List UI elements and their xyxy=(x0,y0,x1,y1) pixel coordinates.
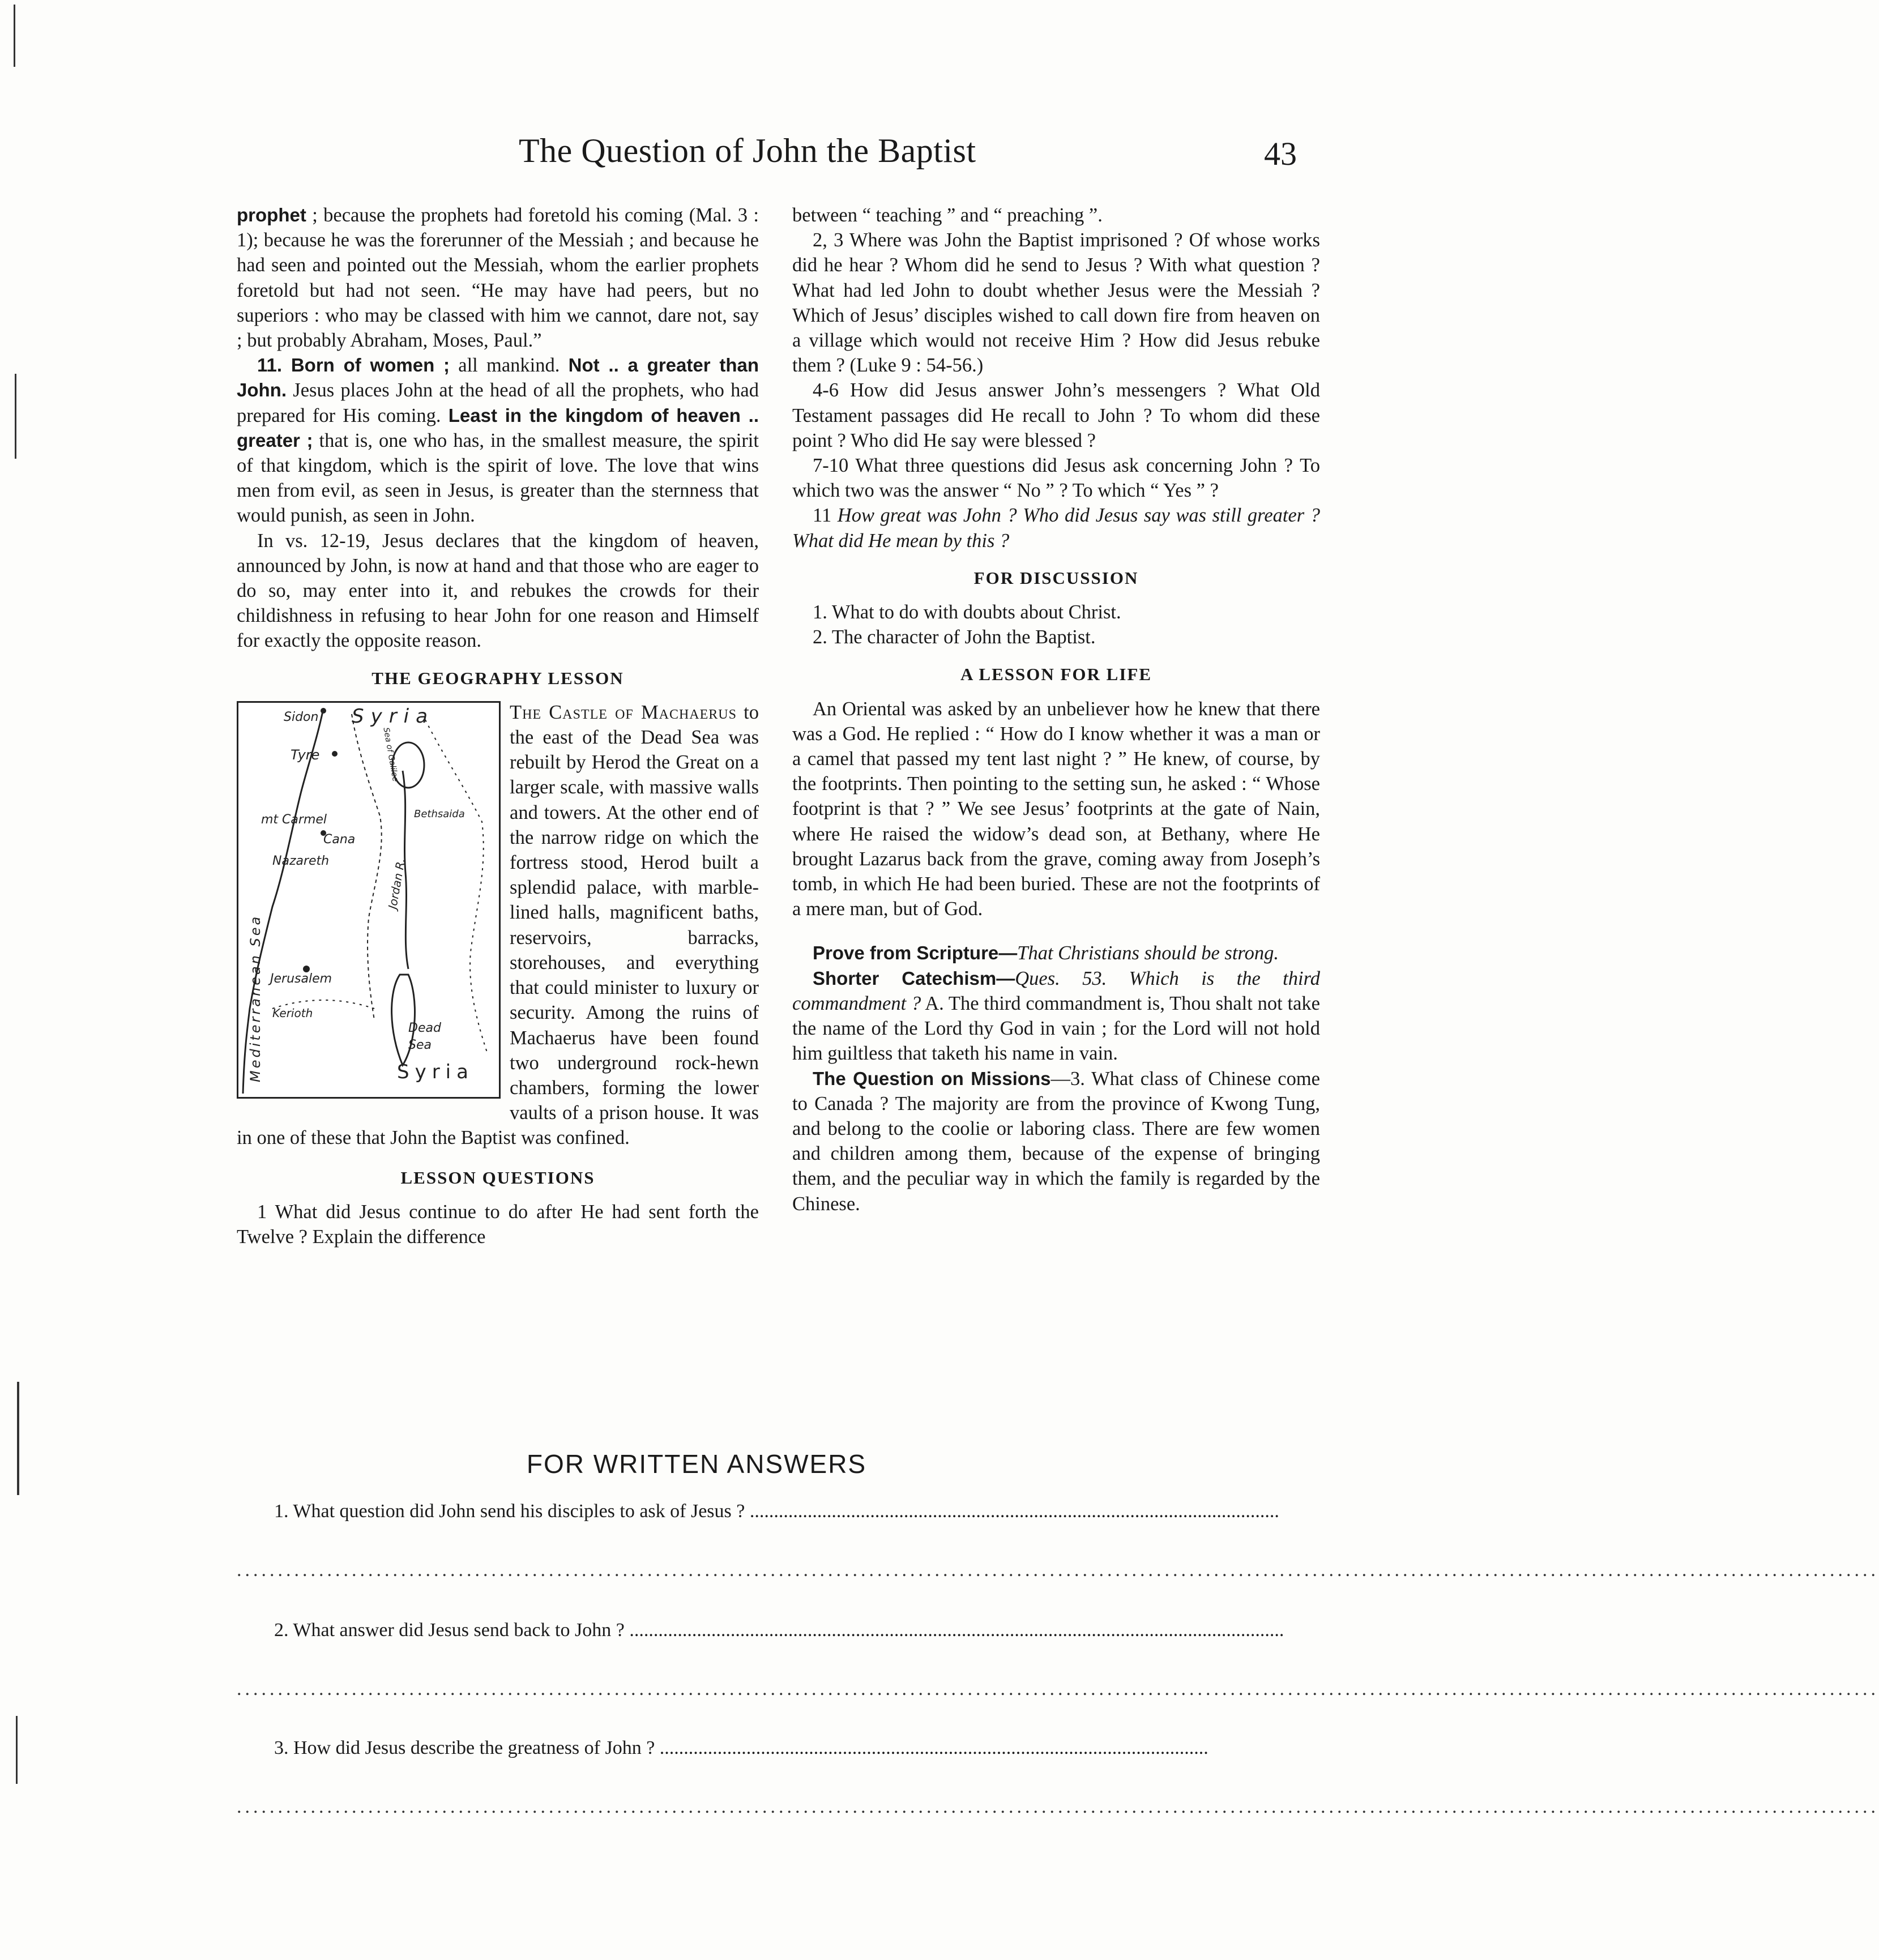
margin-mark xyxy=(14,5,15,67)
left-column xyxy=(237,203,759,1249)
question-paragraph: 7-10 What three questions did Jesus ask concerning John ? To which two was the answer “ No ” ? To which “ Yes ” ? xyxy=(792,455,1320,502)
map-label: Jordan R. xyxy=(385,857,408,910)
map-label: Dead Sea xyxy=(408,1020,441,1052)
paragraph: Shorter Catechism—Ques. 53. Which is the third commandment ? A. The third commandment is, Thou shalt not take the name of the Lord thy God in vain ; for the Lord will not hold him guiltless that taketh his name in vain. xyxy=(792,967,1320,1065)
map-drawing xyxy=(238,703,499,1097)
written-question: 3. How did Jesus describe the greatness of John ? .................................................................................................................. xyxy=(274,1737,1208,1758)
section-heading: FOR DISCUSSION xyxy=(973,567,1139,588)
paragraph: Prove from Scripture—That Christians should be strong. xyxy=(813,942,1279,964)
map-label: Syria xyxy=(397,1060,474,1083)
map-label: Sea of Galilee xyxy=(381,727,400,783)
answer-line[interactable]: ........................................................................................................................................................................................................ xyxy=(237,1679,1879,1699)
palestine-map xyxy=(237,701,501,1099)
page-title: The Question of John the Baptist xyxy=(519,132,976,169)
list-item: 1. What to do with doubts about Christ. xyxy=(813,601,1121,624)
bold-term: Least in the kingdom of heaven .. greater ; xyxy=(237,404,759,451)
answer-line[interactable]: .................................................................................................................. xyxy=(655,1737,1208,1758)
paragraph: The Castle of Machaerus to the east of the Dead Sea was rebuilt by Herod the Great on a larger scale, with massive walls and towers. At the other end of the narrow ridge on which the fortress stood, Herod built a splendid palace, with marble-lined halls, magnificent baths, reservoirs, barracks, storehouses, and everything that could minister to luxury or security. Among the ruins of Machaerus have been found two underground rock-hewn chambers, forming the lower vaults of a prison house. It was in one of these that John the Baptist was confined. xyxy=(237,701,759,1149)
map-label: Tyre xyxy=(291,746,320,763)
paragraph: In vs. 12-19, Jesus declares that the kingdom of heaven, announced by John, is now at hand and that those who are eager to do so, may enter into it, and rebukes the crowds for their childishness in refusing to hear John for one reason and Himself for exactly the opposite reason. xyxy=(237,530,759,652)
section-heading: THE GEOGRAPHY LESSON xyxy=(371,668,624,688)
bold-term: Shorter Catechism— xyxy=(813,967,1015,989)
question-paragraph: 4-6 How did Jesus answer John’s messengers ? What Old Testament passages did He recall to John ? To whom did these point ? Who did He say were blessed ? xyxy=(792,379,1320,451)
map-label: Cana xyxy=(323,832,356,847)
map-label: Kerioth xyxy=(272,1006,313,1020)
paragraph: 11. Born of women ; all mankind. Not .. a greater than John. Jesus places John at the head of all the prophets, who had prepared for His coming. Least in the kingdom of heaven .. greater ; that is, one who has, in the smallest measure, the spirit of that kingdom, which is the spirit of love. The love that wins men from evil, as seen in Jesus, is greater than the sternness that would punish, as seen in John. xyxy=(237,355,759,527)
map-label: mt Carmel xyxy=(261,812,327,827)
town-marker xyxy=(321,708,326,714)
bold-term: The Question on Missions xyxy=(813,1067,1051,1089)
paragraph: An Oriental was asked by an unbeliever how he knew that there was a God. He replied : “ How do I know whether it was a man or a camel that passed my tent last night ? ” He knew, of course, by the footprints. Then pointing to the setting sun, he asked : “ Whose footprint is that ? ” We see Jesus’ footprints at the gate of Nain, where He raised the widow’s dead son, at Bethany, where He brought Lazarus back from the grave, coming away from Joseph’s tomb, in which He had been buried. These are not the footprints of a mere man, but of God. xyxy=(792,698,1320,920)
region-border xyxy=(425,720,488,1054)
small-caps-term: The Castle of Machaerus xyxy=(510,701,737,723)
answer-line[interactable]: .............................................................................................................. xyxy=(745,1501,1279,1522)
town-marker xyxy=(332,751,338,757)
written-question: 1. What question did John send his disciples to ask of Jesus ? .............................................................................................................. xyxy=(274,1501,1279,1522)
question-paragraph: 11 How great was John ? Who did Jesus say was still greater ? What did He mean by this ? xyxy=(792,505,1320,552)
section-heading: LESSON QUESTIONS xyxy=(400,1167,595,1188)
bold-term: Not .. a greater than John. xyxy=(237,355,759,401)
answer-line[interactable]: ........................................................................................................................................................................................................ xyxy=(237,1796,1879,1817)
written-question: 2. What answer did Jesus send back to John ? ........................................................................................................................................ xyxy=(274,1620,1284,1641)
bold-term: 11. Born of women ; xyxy=(257,355,450,376)
map-label: Nazareth xyxy=(272,853,330,868)
list-item: 2. The character of John the Baptist. xyxy=(813,626,1096,648)
answer-line[interactable]: ........................................................................................................................................ xyxy=(624,1620,1284,1641)
margin-mark xyxy=(15,374,16,459)
right-column xyxy=(792,203,1320,1216)
written-answers-heading: FOR WRITTEN ANSWERS xyxy=(526,1449,867,1479)
question-paragraph: 2, 3 Where was John the Baptist imprisoned ? Of whose works did he hear ? Whom did he send to Jesus ? With what question ? What had led John to doubt whether Jesus were the Messiah ? Which of Jesus’ disciples wished to call down fire from heaven on a village which would not receive Him ? How did Jesus rebuke them ? (Luke 9 : 54-56.) xyxy=(792,229,1320,377)
answer-line[interactable]: ........................................................................................................................................................................................................ xyxy=(237,1560,1879,1581)
section-heading: A LESSON FOR LIFE xyxy=(960,664,1152,685)
question-paragraph: 1 What did Jesus continue to do after He had sent forth the Twelve ? Explain the difference xyxy=(237,1201,759,1248)
page-number: 43 xyxy=(1264,135,1297,172)
paragraph: between “ teaching ” and “ preaching ”. xyxy=(792,204,1103,226)
paragraph: The Question on Missions—3. What class of Chinese come to Canada ? The majority are from the province of Kwong Tung, and belong to the coolie or laboring class. There are few women and children among them, because of the expense of bringing them, and the peculiar way in which the family is regarded by the Chinese. xyxy=(792,1067,1320,1215)
map-label: Mediterranean Sea xyxy=(247,914,263,1082)
map-label: Syria xyxy=(352,704,434,728)
map-label: Jerusalem xyxy=(270,971,332,986)
bold-term: prophet xyxy=(237,204,306,225)
map-label: Sidon xyxy=(284,710,319,724)
margin-mark xyxy=(16,1716,18,1784)
map-label: Bethsaida xyxy=(414,808,465,820)
bold-term: Prove from Scripture— xyxy=(813,942,1018,964)
border-line xyxy=(352,714,382,1020)
paragraph: prophet ; because the prophets had foretold his coming (Mal. 3 : 1); because he was the forerunner of the Messiah ; and because he had seen and pointed out the Messiah, whom the earlier prophets foretold but had not seen. “He may have had peers, but no superiors : who may be classed with him we cannot, dare not, say ; but probably Abraham, Moses, Paul.” xyxy=(237,204,759,352)
